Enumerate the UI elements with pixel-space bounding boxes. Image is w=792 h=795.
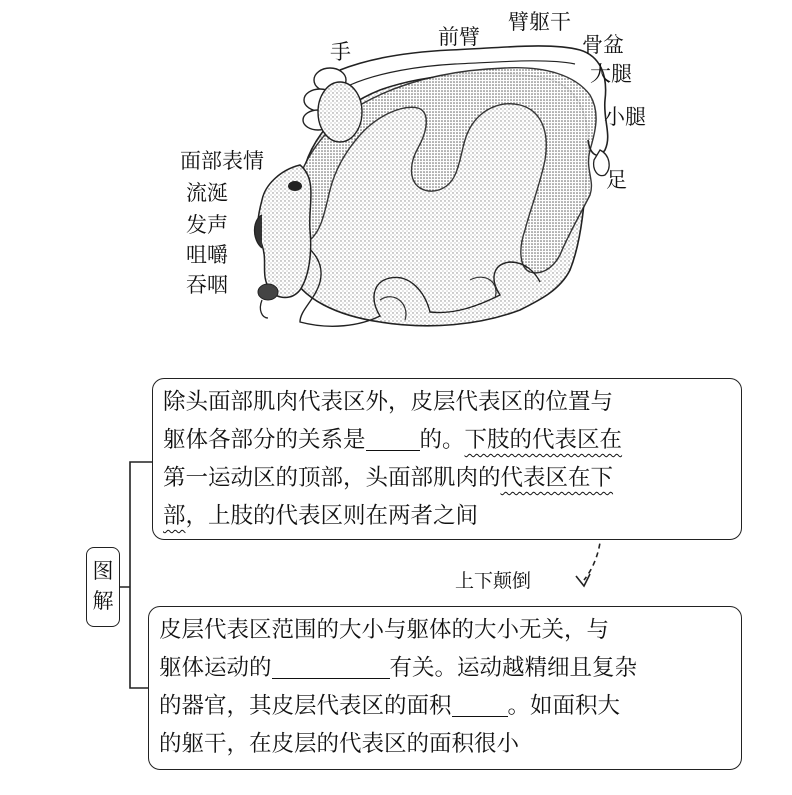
label-swallowing: 吞咽	[186, 273, 228, 297]
box2-line-3	[159, 687, 731, 725]
box1-line-2c: 下肢的代表区在	[464, 427, 623, 453]
box1-line-4a: 部	[163, 503, 186, 529]
box1-line-3a: 第一运动区的顶部，头面部肌肉的	[163, 465, 501, 491]
side-label	[86, 547, 120, 627]
arrow-label: 上下颠倒	[455, 570, 532, 592]
box2-line-4: 的躯干，在皮层的代表区的面积很小	[159, 731, 520, 757]
label-thigh: 大腿	[590, 62, 632, 86]
box1-line-2a: 躯体各部分的关系是	[163, 427, 366, 453]
box2-line-3b: 。如面积大	[507, 693, 621, 719]
box1-line-4b: ，上肢的代表区则在两者之间	[185, 503, 479, 529]
box2-line-2	[159, 649, 731, 687]
side-label-char-2: 解	[92, 589, 114, 613]
answer-blank-2[interactable]	[272, 654, 390, 679]
label-vocalization: 发声	[186, 213, 228, 237]
box1-line-4	[163, 497, 731, 535]
box1-line-2b: 的。	[419, 427, 465, 453]
answer-blank-3[interactable]	[452, 692, 508, 717]
box2-line-2a: 躯体运动的	[159, 655, 272, 681]
box2-line-2b: 有关。运动越精细且复杂	[389, 655, 638, 681]
label-calf: 小腿	[604, 105, 646, 129]
label-foot: 足	[606, 168, 627, 192]
label-pelvis: 骨盆	[582, 33, 624, 57]
box2-line-3a: 的器官，其皮层代表区的面积	[159, 693, 452, 719]
box2-line-1: 皮层代表区范围的大小与躯体的大小无关，与	[159, 617, 610, 643]
label-forearm: 前臂	[438, 25, 480, 49]
label-salivation: 流涎	[186, 181, 228, 205]
explanation-box-1	[152, 378, 742, 540]
answer-blank-1[interactable]	[366, 426, 420, 451]
label-chewing: 咀嚼	[186, 243, 228, 267]
label-arm-trunk: 臂躯干	[508, 10, 571, 34]
label-hand: 手	[330, 40, 351, 64]
face-drawing	[255, 165, 312, 318]
box1-line-1: 除头面部肌肉代表区外，皮层代表区的位置与	[163, 389, 614, 415]
hand-drawing	[303, 68, 362, 142]
box1-line-3b: 代表区在下	[500, 465, 614, 491]
explanation-box-2	[148, 606, 742, 770]
label-face: 面部表情	[180, 149, 264, 173]
side-label-char-1: 图	[92, 559, 114, 583]
box1-line-2	[163, 421, 731, 459]
box1-line-3	[163, 459, 731, 497]
